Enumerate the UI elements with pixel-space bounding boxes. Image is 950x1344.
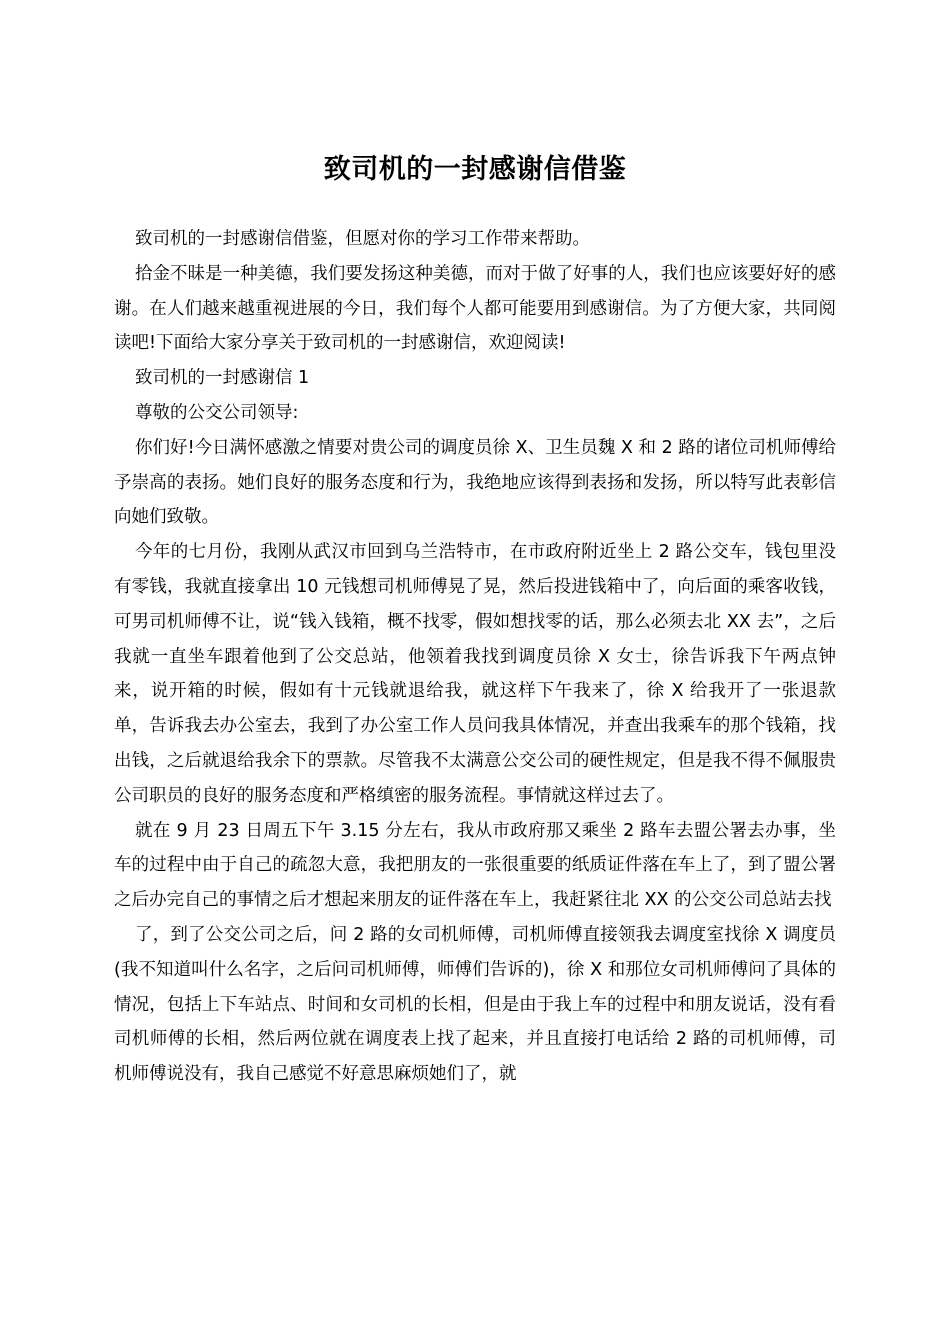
letter-paragraph: 了，到了公交公司之后，问 2 路的女司机师傅，司机师傅直接领我去调度室找徐 X 调度员(我不知道叫什么名字，之后问司机师傅，师傅们告诉的)，徐 X 和那位女司机师傅问了具体的情况，包括上下车站点、时间和女司机的长相，但是由于我上车的过程中和朋友说话，没有看司机师傅的长相，然后两位就在调度表上找了起来，并且直接打电话给 2 路的司机师傅，司机师傅说没有，我自己感觉不好意思麻烦她们了，就 <box>114 924 836 1085</box>
letter-salutation: 尊敬的公交公司领导: <box>135 402 299 423</box>
document-body <box>114 222 836 1092</box>
paragraph-preface: 拾金不昧是一种美德，我们要发扬这种美德，而对于做了好事的人，我们也应该要好好的感谢。在人们越来越重视进展的今日，我们每个人都可能要用到感谢信。为了方便大家，共同阅读吧!下面给大家分享关于致司机的一封感谢信，欢迎阅读! <box>114 263 836 354</box>
letter-paragraph: 你们好!今日满怀感激之情要对贵公司的调度员徐 X、卫生员魏 X 和 2 路的诸位司机师傅给予崇高的表扬。她们良好的服务态度和行为，我绝地应该得到表扬和发扬，所以特写此表彰信向她们致敬。 <box>114 437 836 528</box>
document-title: 致司机的一封感谢信借鉴 <box>323 154 627 186</box>
letter-paragraph: 就在 9 月 23 日周五下午 3.15 分左右，我从市政府那又乘坐 2 路车去盟公署去办事，坐车的过程中由于自己的疏忽大意，我把朋友的一张很重要的纸质证件落在车上了，到了盟公署之后办完自己的事情之后才想起来朋友的证件落在车上，我赶紧往北 XX 的公交公司总站去找 <box>114 820 836 911</box>
letter-heading: 致司机的一封感谢信 1 <box>135 368 310 389</box>
paragraph-intro: 致司机的一封感谢信借鉴，但愿对你的学习工作带来帮助。 <box>135 229 590 249</box>
letter-paragraph: 今年的七月份，我刚从武汉市回到乌兰浩特市，在市政府附近坐上 2 路公交车，钱包里没有零钱，我就直接拿出 10 元钱想司机师傅晃了晃，然后投进钱箱中了，向后面的乘客收钱，可男司机师傅不让，说“钱入钱箱，概不找零，假如想找零的话，那么必须去北 XX 去”，之后我就一直坐车跟着他到了公交总站，他领着我找到调度员徐 X 女士，徐告诉我下午两点钟来，说开箱的时候，假如有十元钱就退给我，就这样下午我来了，徐 X 给我开了一张退款单，告诉我去办公室去，我到了办公室工作人员问我具体情况，并查出我乘车的那个钱箱，找出钱，之后就退给我余下的票款。尽管我不太满意公交公司的硬性规定，但是我不得不佩服贵公司职员的良好的服务态度和严格缜密的服务流程。事情就这样过去了。 <box>114 542 836 806</box>
